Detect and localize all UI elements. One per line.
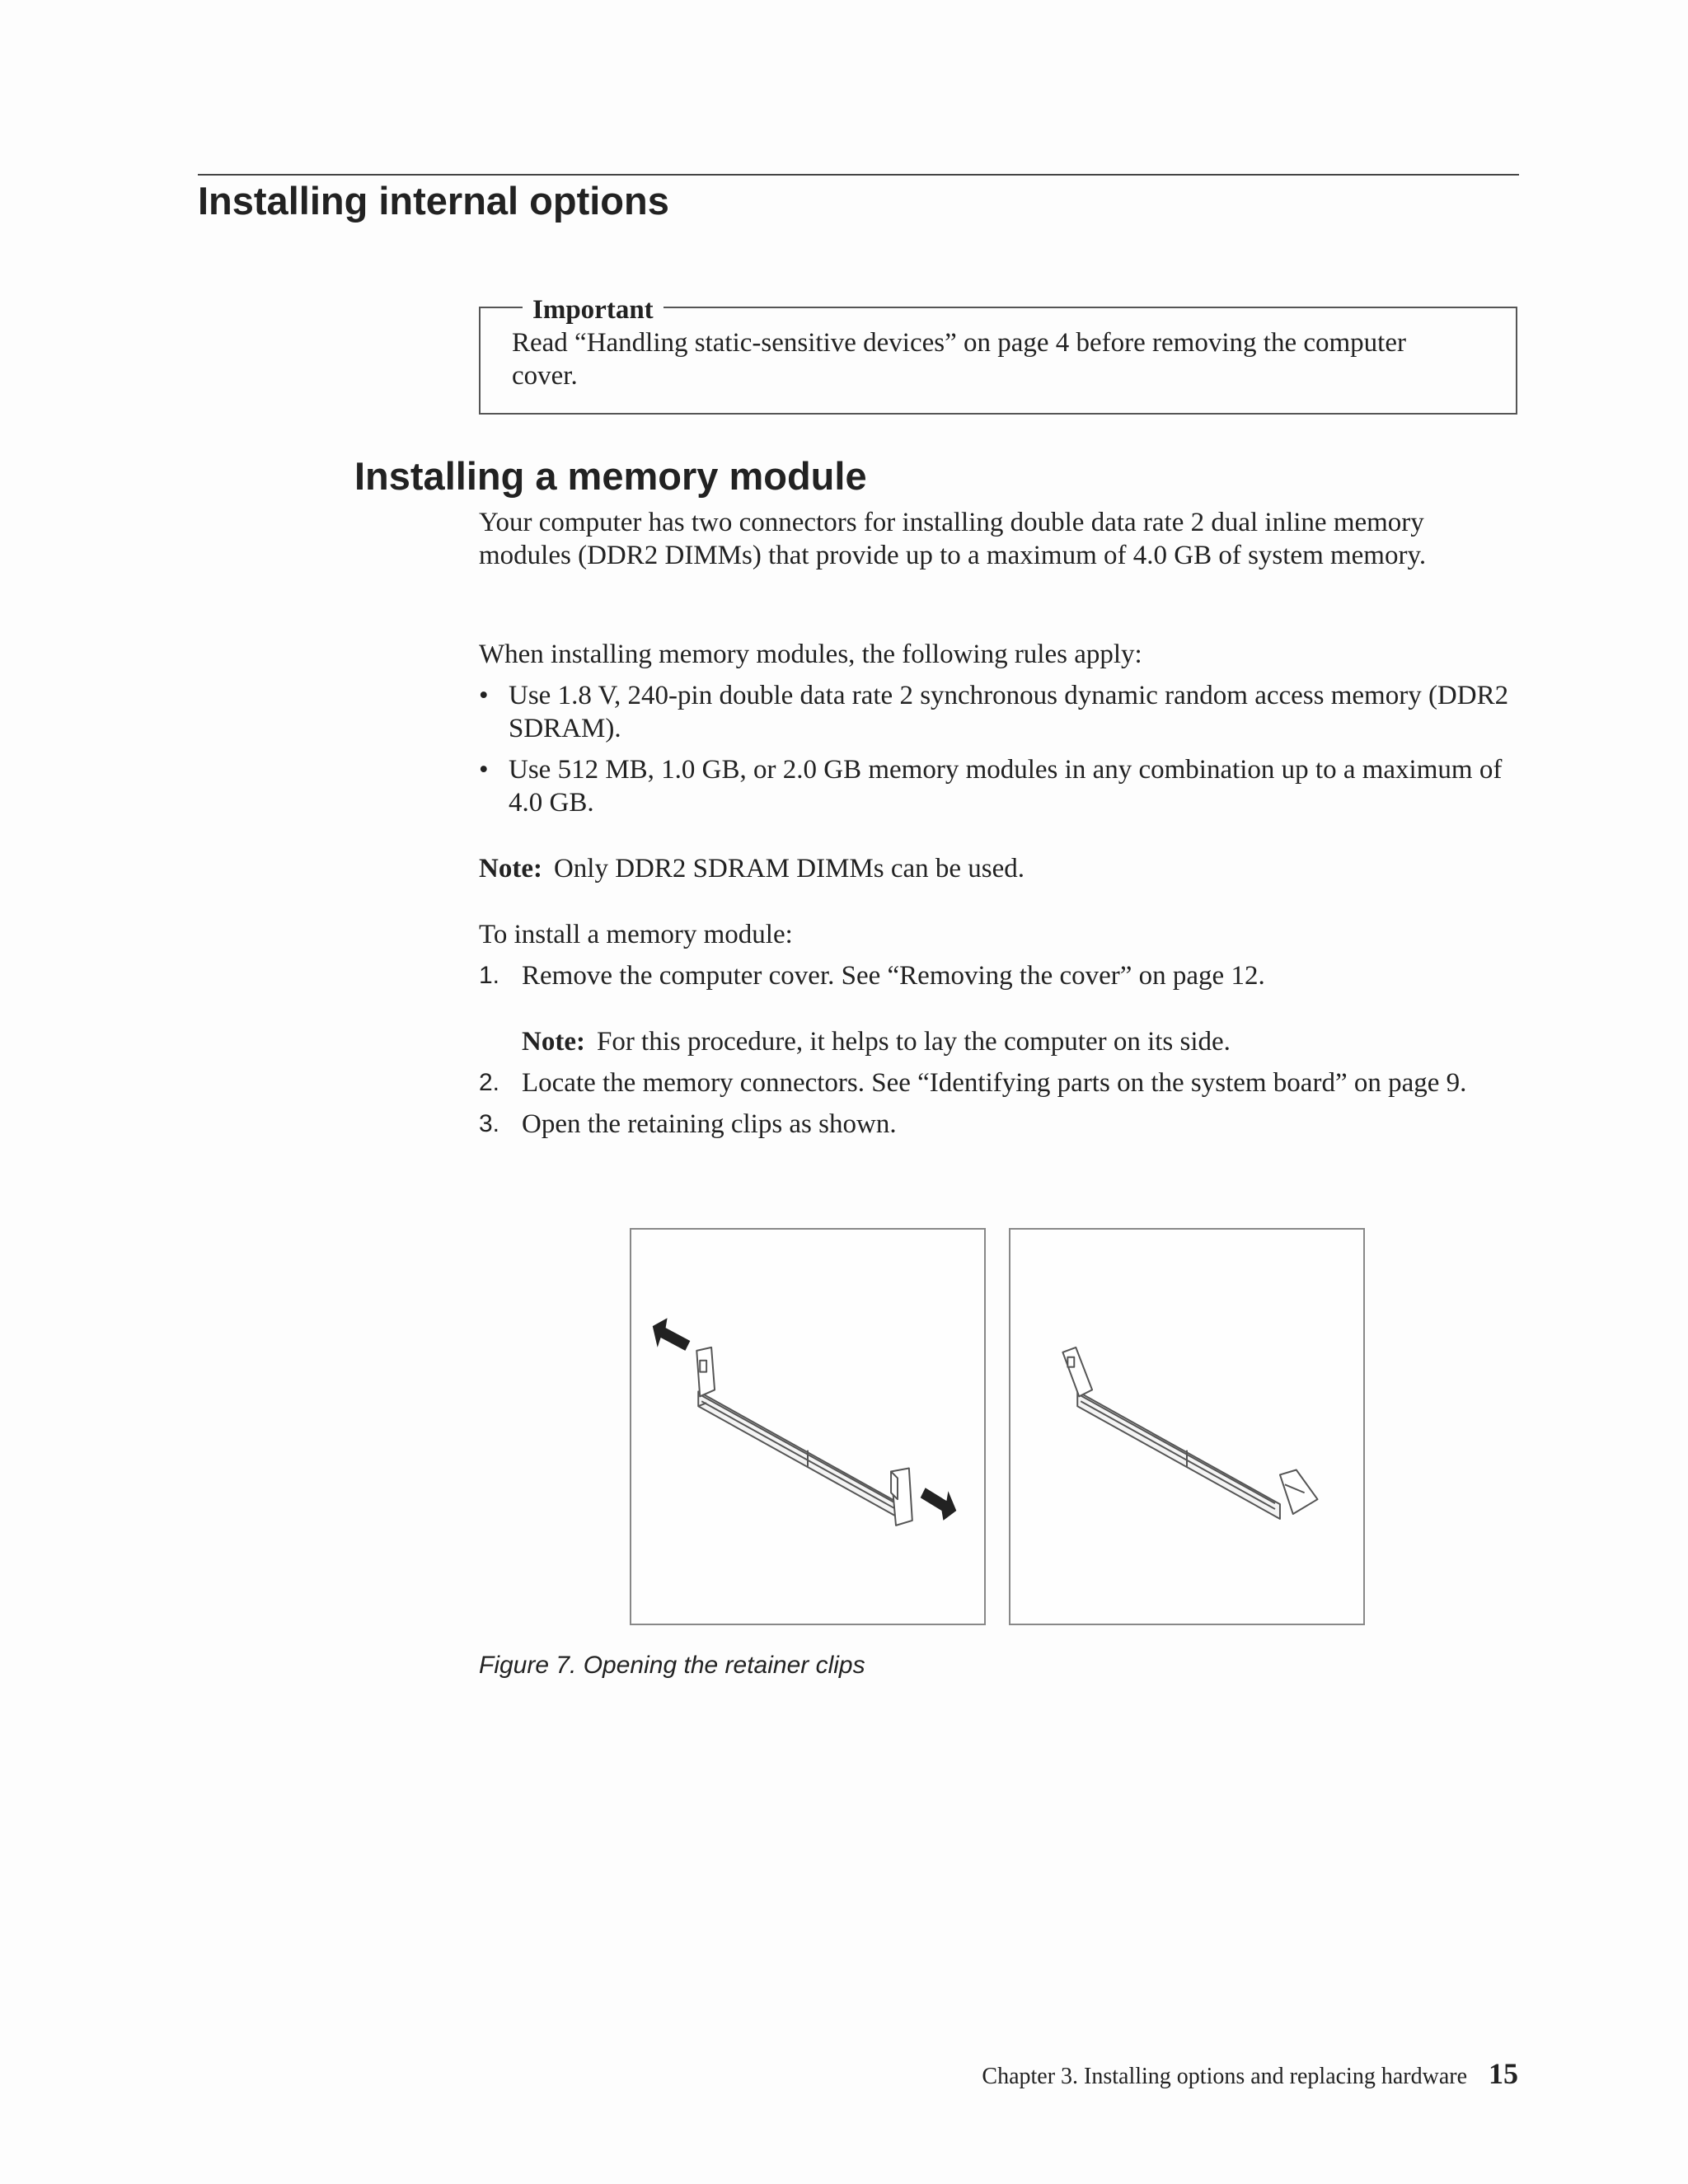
steps-intro-paragraph: To install a memory module: xyxy=(479,920,793,949)
list-item xyxy=(479,679,1517,745)
dimm-connector-closed-illustration xyxy=(631,1230,984,1624)
important-notice-box xyxy=(479,295,1517,415)
dimm-connector-open-illustration xyxy=(1010,1230,1363,1624)
important-label: Important xyxy=(523,295,663,325)
rules-intro-paragraph: When installing memory modules, the following rules apply: xyxy=(479,640,1142,669)
memory-intro-paragraph: Your computer has two connectors for installing double data rate 2 dual inline memory modules (DDR2 DIMMs) that provide up to a maximum of 4.0 GB of system memory. xyxy=(479,508,1427,570)
figure-panel-clips-open xyxy=(1009,1228,1365,1625)
footer-chapter-title: Chapter 3. Installing options and replacing hardware xyxy=(982,2064,1467,2089)
figure-panel-clips-closed xyxy=(630,1228,986,1625)
rules-list xyxy=(479,679,1517,827)
figure-caption: Figure 7. Opening the retainer clips xyxy=(479,1652,865,1679)
list-item xyxy=(479,753,1517,819)
install-steps-list xyxy=(479,959,1517,1141)
bullet-marker: • xyxy=(479,755,489,785)
note-text: For this procedure, it helps to lay the computer on its side. xyxy=(596,1027,1231,1057)
step-note xyxy=(522,1025,1517,1058)
rule-text: Use 1.8 V, 240-pin double data rate 2 synchronous dynamic random access memory (DDR2 SDRAM). xyxy=(509,681,1509,743)
note-label: Note: xyxy=(479,854,542,883)
section-title: Installing internal options xyxy=(198,179,669,223)
important-text: Read “Handling static-sensitive devices” on page 4 before removing the computer cover. xyxy=(512,328,1406,391)
memory-module-heading: Installing a memory module xyxy=(354,454,867,498)
section-top-rule xyxy=(198,174,1519,176)
note-label: Note: xyxy=(522,1027,585,1057)
step-text: Remove the computer cover. See “Removing the cover” on page 12. xyxy=(522,961,1265,991)
list-item xyxy=(479,959,1517,1058)
page-number: 15 xyxy=(1489,2057,1518,2090)
arrow-out-left-icon xyxy=(653,1318,691,1351)
step-number: 1. xyxy=(479,962,500,989)
step-number: 3. xyxy=(479,1110,500,1137)
rule-text: Use 512 MB, 1.0 GB, or 2.0 GB memory modules in any combination up to a maximum of 4.0 GB. xyxy=(509,755,1503,818)
list-item xyxy=(479,1066,1517,1099)
step-text: Locate the memory connectors. See “Identifying parts on the system board” on page 9. xyxy=(522,1068,1467,1098)
ddr2-note xyxy=(479,852,1517,885)
arrow-out-right-icon xyxy=(921,1488,957,1521)
step-text: Open the retaining clips as shown. xyxy=(522,1109,897,1139)
note-text: Only DDR2 SDRAM DIMMs can be used. xyxy=(553,854,1025,883)
list-item xyxy=(479,1108,1517,1141)
bullet-marker: • xyxy=(479,681,489,710)
page-footer xyxy=(982,2057,1518,2093)
step-number: 2. xyxy=(479,1069,500,1096)
